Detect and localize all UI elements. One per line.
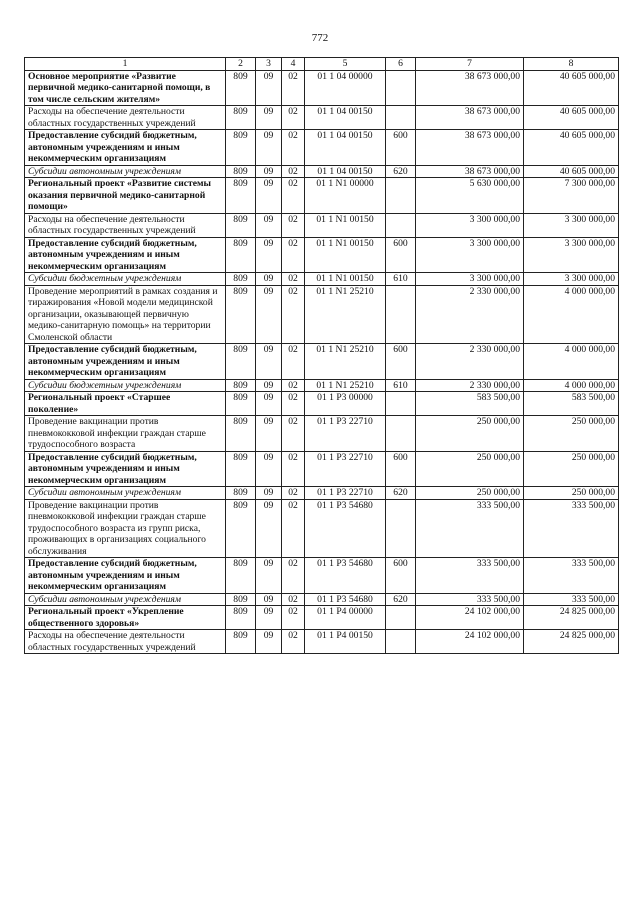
- section-code: 09: [256, 130, 282, 166]
- target-article: 01 1 N1 00150: [305, 237, 386, 273]
- section-code: 09: [256, 70, 282, 106]
- subsection-code: 02: [282, 487, 305, 500]
- table-row: [25, 392, 619, 416]
- section-code: 09: [256, 213, 282, 237]
- amount-col-8: 40 605 000,00: [524, 70, 619, 106]
- section-code: 09: [256, 558, 282, 594]
- admin-code: 809: [226, 344, 256, 380]
- amount-col-7: 250 000,00: [416, 487, 524, 500]
- amount-col-7: 24 102 000,00: [416, 630, 524, 654]
- subsection-code: 02: [282, 273, 305, 286]
- amount-col-8: 250 000,00: [524, 487, 619, 500]
- admin-code: 809: [226, 70, 256, 106]
- target-article: 01 1 N1 00000: [305, 178, 386, 214]
- admin-code: 809: [226, 106, 256, 130]
- row-name: Расходы на обеспечение деятельности областных государственных учреждений: [25, 213, 226, 237]
- target-article: 01 1 N1 25210: [305, 344, 386, 380]
- amount-col-7: 38 673 000,00: [416, 130, 524, 166]
- table-row: [25, 379, 619, 392]
- admin-code: 809: [226, 165, 256, 178]
- amount-col-8: 4 000 000,00: [524, 285, 619, 344]
- subsection-code: 02: [282, 130, 305, 166]
- amount-col-8: 250 000,00: [524, 451, 619, 487]
- table-row: [25, 273, 619, 286]
- section-code: 09: [256, 285, 282, 344]
- target-article: 01 1 04 00150: [305, 165, 386, 178]
- table-row: [25, 630, 619, 654]
- amount-col-7: 2 330 000,00: [416, 285, 524, 344]
- admin-code: 809: [226, 285, 256, 344]
- expense-type: 600: [386, 451, 416, 487]
- section-code: 09: [256, 344, 282, 380]
- column-header: 4: [282, 58, 305, 71]
- amount-col-7: 38 673 000,00: [416, 165, 524, 178]
- section-code: 09: [256, 593, 282, 606]
- amount-col-8: 4 000 000,00: [524, 344, 619, 380]
- row-name: Субсидии автономным учреждениям: [25, 487, 226, 500]
- admin-code: 809: [226, 178, 256, 214]
- expense-type: [386, 392, 416, 416]
- table-row: [25, 178, 619, 214]
- target-article: 01 1 P3 22710: [305, 451, 386, 487]
- section-code: 09: [256, 487, 282, 500]
- table-row: [25, 606, 619, 630]
- target-article: 01 1 04 00150: [305, 130, 386, 166]
- subsection-code: 02: [282, 606, 305, 630]
- admin-code: 809: [226, 273, 256, 286]
- table-row: [25, 165, 619, 178]
- column-header: 8: [524, 58, 619, 71]
- expense-type: [386, 630, 416, 654]
- subsection-code: 02: [282, 379, 305, 392]
- row-name: Субсидии бюджетным учреждениям: [25, 379, 226, 392]
- amount-col-7: 333 500,00: [416, 558, 524, 594]
- amount-col-7: 5 630 000,00: [416, 178, 524, 214]
- expense-type: 610: [386, 379, 416, 392]
- row-name: Предоставление субсидий бюджетным, автономным учреждениям и иным некоммерческим организациям: [25, 344, 226, 380]
- amount-col-8: 333 500,00: [524, 499, 619, 558]
- subsection-code: 02: [282, 558, 305, 594]
- expense-type: [386, 213, 416, 237]
- subsection-code: 02: [282, 499, 305, 558]
- admin-code: 809: [226, 392, 256, 416]
- amount-col-7: 38 673 000,00: [416, 70, 524, 106]
- expense-type: 600: [386, 558, 416, 594]
- table-row: [25, 106, 619, 130]
- row-name: Проведение вакцинации против пневмококковой инфекции граждан старше трудоспособного возраста: [25, 416, 226, 452]
- amount-col-7: 2 330 000,00: [416, 379, 524, 392]
- admin-code: 809: [226, 558, 256, 594]
- subsection-code: 02: [282, 165, 305, 178]
- subsection-code: 02: [282, 213, 305, 237]
- amount-col-7: 3 300 000,00: [416, 213, 524, 237]
- section-code: 09: [256, 499, 282, 558]
- row-name: Региональный проект «Старшее поколение»: [25, 392, 226, 416]
- table-row: [25, 558, 619, 594]
- target-article: 01 1 N1 25210: [305, 285, 386, 344]
- target-article: 01 1 P3 22710: [305, 487, 386, 500]
- amount-col-8: 40 605 000,00: [524, 106, 619, 130]
- row-name: Предоставление субсидий бюджетным, автономным учреждениям и иным некоммерческим организациям: [25, 237, 226, 273]
- section-code: 09: [256, 630, 282, 654]
- budget-table: [24, 57, 619, 654]
- row-name: Субсидии автономным учреждениям: [25, 165, 226, 178]
- amount-col-7: 250 000,00: [416, 451, 524, 487]
- row-name: Региональный проект «Развитие системы оказания первичной медико-санитарной помощи»: [25, 178, 226, 214]
- amount-col-7: 3 300 000,00: [416, 273, 524, 286]
- target-article: 01 1 P3 54680: [305, 593, 386, 606]
- subsection-code: 02: [282, 237, 305, 273]
- target-article: 01 1 P3 54680: [305, 499, 386, 558]
- row-name: Предоставление субсидий бюджетным, автономным учреждениям и иным некоммерческим организациям: [25, 451, 226, 487]
- amount-col-8: 333 500,00: [524, 558, 619, 594]
- row-name: Субсидии бюджетным учреждениям: [25, 273, 226, 286]
- admin-code: 809: [226, 606, 256, 630]
- expense-type: 600: [386, 130, 416, 166]
- row-name: Субсидии автономным учреждениям: [25, 593, 226, 606]
- target-article: 01 1 04 00150: [305, 106, 386, 130]
- admin-code: 809: [226, 593, 256, 606]
- row-name: Проведение вакцинации против пневмококковой инфекции граждан старше трудоспособного возраста из групп риска, проживающих в организациях социального обслуживания: [25, 499, 226, 558]
- column-header: 1: [25, 58, 226, 71]
- amount-col-8: 333 500,00: [524, 593, 619, 606]
- subsection-code: 02: [282, 178, 305, 214]
- subsection-code: 02: [282, 593, 305, 606]
- section-code: 09: [256, 273, 282, 286]
- table-row: [25, 451, 619, 487]
- target-article: 01 1 P3 00000: [305, 392, 386, 416]
- amount-col-8: 3 300 000,00: [524, 273, 619, 286]
- subsection-code: 02: [282, 70, 305, 106]
- amount-col-8: 24 825 000,00: [524, 630, 619, 654]
- admin-code: 809: [226, 213, 256, 237]
- amount-col-8: 40 605 000,00: [524, 130, 619, 166]
- amount-col-7: 250 000,00: [416, 416, 524, 452]
- subsection-code: 02: [282, 630, 305, 654]
- expense-type: [386, 285, 416, 344]
- expense-type: [386, 70, 416, 106]
- target-article: 01 1 P3 54680: [305, 558, 386, 594]
- expense-type: 600: [386, 237, 416, 273]
- expense-type: [386, 416, 416, 452]
- subsection-code: 02: [282, 285, 305, 344]
- row-name: Региональный проект «Укрепление общественного здоровья»: [25, 606, 226, 630]
- amount-col-7: 333 500,00: [416, 593, 524, 606]
- row-name: Проведение мероприятий в рамках создания и тиражирования «Новой модели медицинской организации, оказывающей первичную медико-санитарную помощь» на территории Смоленской области: [25, 285, 226, 344]
- amount-col-8: 7 300 000,00: [524, 178, 619, 214]
- target-article: 01 1 N1 00150: [305, 213, 386, 237]
- row-name: Предоставление субсидий бюджетным, автономным учреждениям и иным некоммерческим организациям: [25, 558, 226, 594]
- column-header: 5: [305, 58, 386, 71]
- row-name: Расходы на обеспечение деятельности областных государственных учреждений: [25, 630, 226, 654]
- admin-code: 809: [226, 379, 256, 392]
- page-number: 772: [311, 32, 329, 44]
- amount-col-7: 333 500,00: [416, 499, 524, 558]
- admin-code: 809: [226, 416, 256, 452]
- target-article: 01 1 N1 00150: [305, 273, 386, 286]
- column-header: 2: [226, 58, 256, 71]
- table-row: [25, 130, 619, 166]
- amount-col-8: 3 300 000,00: [524, 237, 619, 273]
- target-article: 01 1 P4 00150: [305, 630, 386, 654]
- column-header: 3: [256, 58, 282, 71]
- amount-col-8: 40 605 000,00: [524, 165, 619, 178]
- amount-col-8: 4 000 000,00: [524, 379, 619, 392]
- table-row: [25, 285, 619, 344]
- amount-col-7: 38 673 000,00: [416, 106, 524, 130]
- expense-type: 620: [386, 487, 416, 500]
- admin-code: 809: [226, 499, 256, 558]
- table-body: [25, 70, 619, 654]
- admin-code: 809: [226, 487, 256, 500]
- target-article: 01 1 N1 25210: [305, 379, 386, 392]
- table-row: [25, 213, 619, 237]
- row-name: Расходы на обеспечение деятельности областных государственных учреждений: [25, 106, 226, 130]
- amount-col-7: 24 102 000,00: [416, 606, 524, 630]
- target-article: 01 1 P4 00000: [305, 606, 386, 630]
- subsection-code: 02: [282, 416, 305, 452]
- header-row: [25, 58, 619, 71]
- subsection-code: 02: [282, 451, 305, 487]
- expense-type: [386, 606, 416, 630]
- column-header: 6: [386, 58, 416, 71]
- section-code: 09: [256, 178, 282, 214]
- admin-code: 809: [226, 451, 256, 487]
- target-article: 01 1 04 00000: [305, 70, 386, 106]
- table-row: [25, 70, 619, 106]
- column-header: 7: [416, 58, 524, 71]
- amount-col-7: 2 330 000,00: [416, 344, 524, 380]
- subsection-code: 02: [282, 344, 305, 380]
- table-row: [25, 499, 619, 558]
- table-row: [25, 487, 619, 500]
- amount-col-8: 583 500,00: [524, 392, 619, 416]
- amount-col-8: 24 825 000,00: [524, 606, 619, 630]
- table-row: [25, 237, 619, 273]
- section-code: 09: [256, 606, 282, 630]
- subsection-code: 02: [282, 106, 305, 130]
- amount-col-8: 250 000,00: [524, 416, 619, 452]
- admin-code: 809: [226, 237, 256, 273]
- table-row: [25, 593, 619, 606]
- target-article: 01 1 P3 22710: [305, 416, 386, 452]
- expense-type: 610: [386, 273, 416, 286]
- expense-type: [386, 499, 416, 558]
- section-code: 09: [256, 165, 282, 178]
- admin-code: 809: [226, 630, 256, 654]
- expense-type: [386, 178, 416, 214]
- section-code: 09: [256, 416, 282, 452]
- section-code: 09: [256, 392, 282, 416]
- amount-col-7: 3 300 000,00: [416, 237, 524, 273]
- amount-col-8: 3 300 000,00: [524, 213, 619, 237]
- expense-type: [386, 106, 416, 130]
- section-code: 09: [256, 379, 282, 392]
- row-name: Предоставление субсидий бюджетным, автономным учреждениям и иным некоммерческим организациям: [25, 130, 226, 166]
- section-code: 09: [256, 451, 282, 487]
- table-row: [25, 416, 619, 452]
- admin-code: 809: [226, 130, 256, 166]
- amount-col-7: 583 500,00: [416, 392, 524, 416]
- section-code: 09: [256, 106, 282, 130]
- row-name: Основное мероприятие «Развитие первичной медико-санитарной помощи, в том числе сельским жителям»: [25, 70, 226, 106]
- expense-type: 600: [386, 344, 416, 380]
- subsection-code: 02: [282, 392, 305, 416]
- table-row: [25, 344, 619, 380]
- expense-type: 620: [386, 593, 416, 606]
- expense-type: 620: [386, 165, 416, 178]
- section-code: 09: [256, 237, 282, 273]
